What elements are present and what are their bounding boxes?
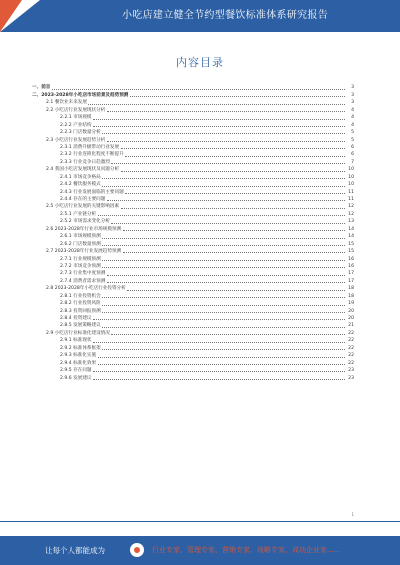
toc-entry-label: 2.2.3 门店数量分析 (60, 130, 101, 136)
toc-entry-page: 14 (348, 234, 354, 240)
toc-entry-label: 2.6.1 市场规模预测 (60, 234, 101, 240)
table-of-contents (32, 84, 354, 382)
toc-entry-page: 16 (348, 263, 354, 269)
toc-entry-page: 17 (348, 271, 354, 277)
toc-entry-label: 一、前言 (32, 85, 51, 91)
toc-entry-page: 15 (348, 249, 354, 255)
toc-leader-dots (102, 349, 344, 350)
page-number: 1 (351, 512, 354, 517)
toc-entry-page: 11 (348, 189, 354, 195)
toc-entry-label: 2.9.2 标准体系框架 (60, 345, 101, 351)
toc-entry-label: 2.9 小吃店行业标准化建设情况 (46, 330, 110, 336)
toc-leader-dots (107, 275, 345, 276)
toc-entry-page: 14 (348, 226, 354, 232)
toc-leader-dots (93, 126, 344, 127)
toc-entry-label: 2.4.1 市场竞争格局 (60, 174, 101, 180)
toc-entry-page: 22 (348, 338, 354, 344)
toc-leader-dots (111, 223, 344, 224)
toc-leader-dots (102, 297, 344, 298)
toc-entry-page: 7 (351, 159, 354, 165)
toc-entry-page: 22 (348, 360, 354, 366)
toc-leader-dots (121, 208, 345, 209)
toc-entry-label: 2.6 2023-2028年行业市场规模预测 (46, 226, 122, 232)
toc-leader-dots (102, 312, 344, 313)
toc-entry-page: 13 (348, 219, 354, 225)
toc-leader-dots (107, 111, 345, 112)
toc-leader-dots (125, 156, 344, 157)
toc-entry[interactable] (32, 329, 354, 336)
toc-leader-dots (93, 379, 344, 380)
toc-entry[interactable] (32, 99, 354, 106)
toc-leader-dots (127, 290, 344, 291)
toc-entry-label: 2.9.1 标准现状 (60, 338, 92, 344)
toc-entry-page: 10 (348, 174, 354, 180)
toc-entry[interactable] (32, 255, 354, 262)
page-header (0, 0, 400, 32)
toc-entry-label: 2.3.3 行业竞争日趋激烈 (60, 159, 110, 165)
toc-entry-page: 23 (348, 368, 354, 374)
bullet-icon (130, 543, 144, 557)
toc-entry-label: 2.5 小吃店行业发展的关键影响因素 (46, 204, 120, 210)
toc-entry-label: 2.2 小吃店行业发展现状分析 (46, 107, 106, 113)
toc-entry[interactable] (32, 344, 354, 351)
toc-entry-label: 2.9.5 存在问题 (60, 368, 92, 374)
toc-entry[interactable] (32, 240, 354, 247)
toc-leader-dots (102, 238, 344, 239)
toc-entry-label: 2.2.2 产业结构 (60, 122, 92, 128)
toc-leader-dots (93, 371, 344, 372)
toc-entry-page: 22 (348, 345, 354, 351)
toc-leader-dots (102, 327, 344, 328)
toc-entry-page: 18 (348, 293, 354, 299)
toc-entry[interactable] (32, 144, 354, 151)
toc-entry-page: 3 (351, 85, 354, 91)
toc-leader-dots (98, 215, 345, 216)
toc-entry-page: 21 (348, 323, 354, 329)
toc-entry-label: 2.3.2 行业连锁化程度不断提升 (60, 152, 124, 158)
toc-leader-dots (93, 119, 344, 120)
toc-entry-label: 2.4.2 餐饮服务模式 (60, 182, 101, 188)
toc-leader-dots (98, 357, 345, 358)
toc-entry-page: 16 (348, 256, 354, 262)
toc-entry[interactable] (32, 270, 354, 277)
toc-entry[interactable] (32, 352, 354, 359)
toc-entry-label: 2.1 餐饮业未来发展 (46, 100, 87, 106)
toc-entry-page: 6 (351, 152, 354, 158)
toc-entry[interactable] (32, 106, 354, 113)
toc-entry-label: 2.4 我国小吃店发展现状及问题分析 (46, 167, 120, 173)
toc-entry-page: 4 (351, 115, 354, 121)
toc-leader-dots (102, 260, 344, 261)
toc-leader-dots (98, 364, 345, 365)
toc-entry-label: 2.8.3 投资回报预测 (60, 308, 101, 314)
toc-leader-dots (93, 342, 344, 343)
toc-entry-page: 6 (351, 144, 354, 150)
toc-entry[interactable] (32, 129, 354, 136)
toc-entry[interactable] (32, 136, 354, 143)
toc-entry[interactable] (32, 210, 354, 217)
toc-entry-page: 4 (351, 107, 354, 113)
toc-entry-label: 2.9.6 发展建议 (60, 375, 92, 381)
toc-entry[interactable] (32, 359, 354, 366)
toc-entry-page: 17 (348, 278, 354, 284)
toc-leader-dots (111, 334, 344, 335)
toc-entry[interactable] (32, 225, 354, 232)
toc-entry[interactable] (32, 196, 354, 203)
page-footer (0, 536, 400, 565)
toc-entry[interactable] (32, 322, 354, 329)
toc-entry-page: 22 (348, 353, 354, 359)
toc-entry-label: 2.7.3 行业集中度预测 (60, 271, 106, 277)
toc-entry-page: 20 (348, 316, 354, 321)
toc-entry[interactable] (32, 307, 354, 314)
footer-divider (0, 521, 400, 522)
footer-slogan: 让每个人都能成为 (45, 546, 105, 555)
toc-leader-dots (107, 200, 345, 201)
toc-entry[interactable] (32, 285, 354, 292)
toc-entry[interactable] (32, 315, 354, 322)
toc-entry[interactable] (32, 173, 354, 180)
toc-entry-label: 2.7.4 消费者需求预测 (60, 278, 106, 284)
toc-entry-label: 2.8.5 发展策略建议 (60, 323, 101, 329)
toc-entry-page: 20 (348, 308, 354, 314)
toc-entry-page: 15 (348, 241, 354, 247)
toc-entry[interactable] (32, 367, 354, 374)
toc-entry-page: 3 (351, 100, 354, 106)
toc-entry-label: 2.3 小吃店行业发展趋势分析 (46, 137, 106, 143)
toc-leader-dots (88, 104, 344, 105)
toc-entry[interactable] (32, 84, 354, 91)
toc-leader-dots (123, 252, 345, 253)
toc-leader-dots (130, 96, 345, 97)
toc-leader-dots (102, 186, 344, 187)
toc-leader-dots (107, 141, 345, 142)
toc-entry-label: 2.8.2 行业投资风险 (60, 301, 101, 307)
toc-entry-page: 4 (351, 122, 354, 128)
toc-entry-page: 10 (348, 182, 354, 188)
toc-entry[interactable] (32, 151, 354, 158)
toc-entry[interactable] (32, 248, 354, 255)
toc-entry-page: 18 (348, 286, 354, 292)
header-accent-decoration (0, 0, 22, 32)
toc-entry-label: 2.8 2023-2028年小吃店行业投资分析 (46, 286, 126, 292)
toc-entry-label: 2.5.1 产业链分析 (60, 211, 97, 217)
toc-entry-page: 19 (348, 301, 354, 307)
toc-leader-dots (123, 230, 345, 231)
toc-entry[interactable] (32, 300, 354, 307)
footer-roles: 行业专家、管理专家、营销专家、战略专家、成功企业家…… (152, 546, 341, 554)
toc-entry[interactable] (32, 114, 354, 121)
toc-entry[interactable] (32, 166, 354, 173)
toc-entry-label: 2.4.4 存在的主要问题 (60, 197, 106, 202)
toc-leader-dots (121, 148, 345, 149)
toc-entry[interactable] (32, 374, 354, 381)
toc-heading: 内容目录 (176, 56, 224, 69)
toc-leader-dots (52, 89, 345, 90)
toc-leader-dots (102, 305, 344, 306)
toc-entry-label: 2.9.4 标准化效果 (60, 360, 97, 366)
toc-entry[interactable] (32, 158, 354, 165)
toc-leader-dots (102, 267, 344, 268)
toc-entry[interactable] (32, 337, 354, 344)
toc-entry-page: 22 (348, 330, 354, 336)
toc-entry[interactable] (32, 292, 354, 299)
toc-leader-dots (111, 163, 344, 164)
toc-leader-dots (102, 178, 344, 179)
toc-entry-label: 二、2023-2028年小吃店市场前景及趋势预测 (32, 92, 129, 98)
toc-entry[interactable] (32, 91, 354, 98)
toc-entry[interactable] (32, 203, 354, 210)
toc-entry[interactable] (32, 218, 354, 225)
toc-entry-label: 2.5.2 市场需求变化分析 (60, 219, 110, 225)
toc-entry-label: 2.7 2023-2028年行业发展趋势预测 (46, 249, 122, 255)
toc-entry-page: 10 (348, 167, 354, 173)
toc-entry-label: 2.7.2 市场竞争预测 (60, 263, 101, 269)
toc-entry-page: 3 (351, 92, 354, 98)
toc-entry-page: 12 (348, 204, 354, 210)
toc-entry[interactable] (32, 181, 354, 188)
toc-leader-dots (125, 193, 344, 194)
report-title: 小吃店建立健全节约型餐饮标准体系研究报告 (122, 10, 328, 21)
toc-entry-label: 2.7.1 行业规模预测 (60, 256, 101, 262)
toc-entry-page: 5 (351, 137, 354, 143)
toc-entry[interactable] (32, 188, 354, 195)
toc-leader-dots (93, 319, 344, 320)
toc-entry-label: 2.2.1 市场规模 (60, 115, 92, 121)
toc-entry-label: 2.6.2 门店数量预测 (60, 241, 101, 247)
toc-entry[interactable] (32, 233, 354, 240)
toc-entry-label: 2.8.1 行业投资机会 (60, 293, 101, 299)
toc-entry-label: 2.3.1 消费升级带动行业发展 (60, 144, 120, 150)
toc-entry-page: 12 (348, 211, 354, 217)
toc-entry-page: 5 (351, 130, 354, 136)
toc-entry[interactable] (32, 263, 354, 270)
toc-entry-page: 11 (348, 197, 354, 202)
toc-entry[interactable] (32, 277, 354, 284)
toc-entry[interactable] (32, 121, 354, 128)
toc-leader-dots (102, 133, 344, 134)
toc-entry-label: 2.9.3 标准化实施 (60, 353, 97, 359)
toc-leader-dots (107, 282, 345, 283)
toc-entry-page: 23 (348, 375, 354, 381)
toc-entry-label: 2.8.4 投资建议 (60, 316, 92, 321)
toc-leader-dots (121, 171, 345, 172)
toc-leader-dots (102, 245, 344, 246)
toc-entry-label: 2.4.3 行业发展面临的主要问题 (60, 189, 124, 195)
